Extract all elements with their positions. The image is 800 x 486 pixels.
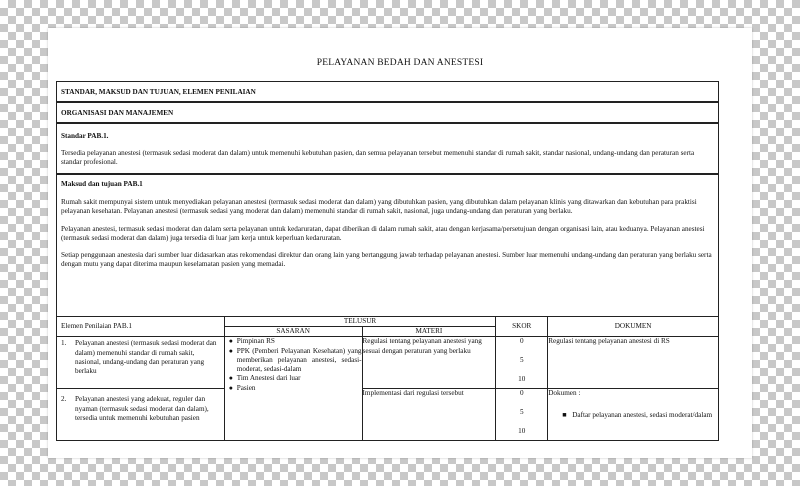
sasaran-cell xyxy=(224,337,362,441)
sasaran-item: ● PPK (Pemberi Pelayanan Kesehatan) yang memberikan pelayanan anestesi, sedasi-moderat, sedasi-dalam xyxy=(228,346,362,374)
elemen-item xyxy=(57,389,224,423)
page-title: PELAYANAN BEDAH DAN ANESTESI xyxy=(316,58,484,68)
standar-pab-section xyxy=(56,123,719,174)
elemen-text: Pelayanan anestesi yang adekuat, reguler dan nyaman (termasuk sedasi moderat dan dalam), tersedia untuk memenuhi kebutuhan pasien xyxy=(75,395,209,422)
skor-value: 10 xyxy=(518,427,526,436)
dokumen-cell xyxy=(548,389,719,441)
skor-value: 10 xyxy=(518,375,526,384)
standar-section-row xyxy=(56,81,719,102)
maksud-paragraph: Setiap penggunaan anestesia dari sumber luar didasarkan atas rekomendasi direktur dan orang lain yang bertanggung jawab terhadap pelayanan anestesi. Sumber luar memenuhi undang-undang dan peraturan yang berlaku serta dengan mutu yang dapat diterima maupun keselamatan pasien yang memadai. xyxy=(61,251,712,269)
sasaran-item: ● Pimpinan RS xyxy=(228,337,275,346)
maksud-paragraph: Pelayanan anestesi, termasuk sedasi moderat dan dalam serta pelayanan untuk kedaruratan, dapat diberikan di dalam rumah sakit, atau dengan kerjasama/persetujuan dengan organisasi lain, atau keduanya. Pelayanan anestesi (termasuk sedasi moderat dan dalam) juga tersedia di luar jam kerja untuk keperluan kedaruratan. xyxy=(61,224,705,242)
skor-cell xyxy=(496,389,548,441)
skor-value: 5 xyxy=(519,408,524,417)
maksud-tujuan-section xyxy=(56,174,719,317)
elemen-number: 1. xyxy=(61,339,67,348)
col-header-telusur: TELUSUR xyxy=(224,317,496,327)
standar-pab-text: Tersedia pelayanan anestesi (termasuk sedasi moderat dan dalam) untuk memenuhi kebutuhan pasien, dan semua pelayanan tersebut memenuhi standar di rumah sakit, standar nasional, undang-undang dan peraturan serta standar profesional. xyxy=(61,149,695,167)
col-header-sasaran: SASARAN xyxy=(224,327,362,337)
organisasi-heading: ORGANISASI DAN MANAJEMEN xyxy=(61,109,174,117)
table-row xyxy=(57,337,719,389)
maksud-paragraph: Rumah sakit mempunyai sistem untuk menyediakan pelayanan anestesi (termasuk sedasi moderat dan dalam) yang dibutuhkan pasien, yang dibutuhkan dalam pelayanan klinis yang ditawarkan dan kebutuhan para praktisi pelayanan kesehatan. Pelayanan anestesi (termasuk sedasi yang moderat dan dalam) memenuhi standar di rumah sakit, nasional, juga undang-undang dan peraturan yang berlaku. xyxy=(61,198,697,216)
maksud-tujuan-heading: Maksud dan tujuan PAB.1 xyxy=(61,180,143,188)
materi-cell: Implementasi dari regulasi tersebut xyxy=(362,389,496,441)
document-page xyxy=(48,28,752,458)
standar-heading: STANDAR, MAKSUD DAN TUJUAN, ELEMEN PENILAIAN xyxy=(61,88,256,96)
col-header-dokumen: DOKUMEN xyxy=(548,317,719,337)
organisasi-section-row xyxy=(56,102,719,123)
col-header-elemen: Elemen Penilaian PAB.1 xyxy=(57,317,225,337)
elemen-penilaian-table xyxy=(56,316,719,441)
sasaran-item: ● Pasien xyxy=(228,383,256,392)
skor-cell xyxy=(496,337,548,389)
materi-cell: Regulasi tentang pelayanan anestesi yang sesuai dengan peraturan yang berlaku xyxy=(362,337,496,389)
table-row xyxy=(57,389,719,441)
col-header-materi: MATERI xyxy=(362,327,496,337)
skor-value: 0 xyxy=(519,389,524,398)
elemen-item xyxy=(57,337,224,376)
elemen-number: 2. xyxy=(61,395,67,404)
col-header-skor: SKOR xyxy=(496,317,548,337)
skor-value: 5 xyxy=(519,356,524,365)
elemen-text: Pelayanan anestesi (termasuk sedasi moderat dan dalam) memenuhi standar di rumah sakit, nasional, undang-undang dan peraturan yang berlaku xyxy=(75,339,217,376)
dokumen-cell: Regulasi tentang pelayanan anestesi di RS xyxy=(548,337,719,389)
standar-pab-heading: Standar PAB.1. xyxy=(61,132,109,140)
sasaran-item: ● Tim Anestesi dari luar xyxy=(228,374,301,383)
dokumen-item: ■ Daftar pelayanan anestesi, sedasi moderat/dalam xyxy=(562,410,713,419)
skor-value: 0 xyxy=(519,337,524,346)
dokumen-label: Dokumen : xyxy=(548,389,581,398)
